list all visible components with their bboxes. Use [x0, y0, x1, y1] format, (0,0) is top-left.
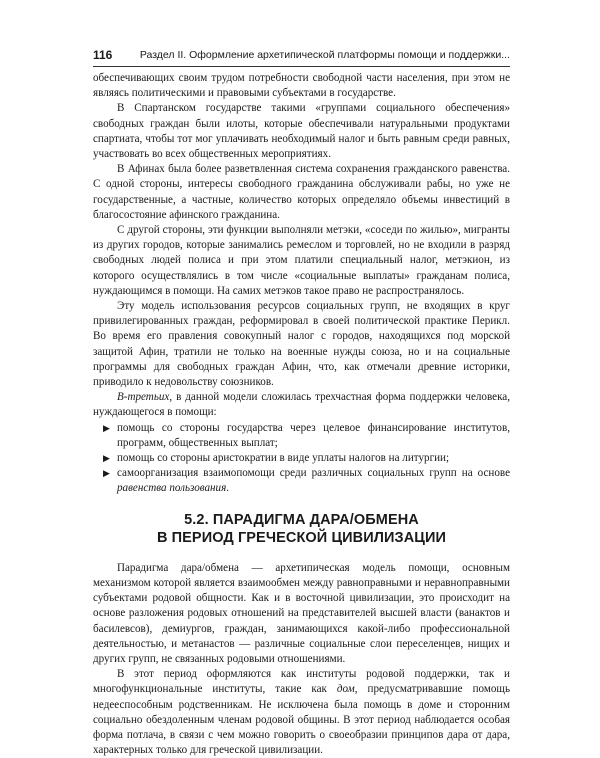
list-item — [93, 451, 510, 466]
institutions-after: , предусматривавшие помощь недееспособным родственникам. Не исключена была помощь в доме и сторонним социально обездоленным членам родовой общины. В этот период наблюдается особая форма потлача, в связи с чем можно говорить о своеобразии принципов дара от дара, характерных только для греческой цивилизации. — [93, 683, 511, 757]
section-heading-line-2: В ПЕРИОД ГРЕЧЕСКОЙ ЦИВИЛИЗАЦИИ — [156, 529, 447, 546]
list-item — [93, 466, 510, 496]
section-heading-line-1: 5.2. ПАРАДИГМА ДАРА/ОБМЕНА — [184, 511, 419, 528]
paragraph-metics: С другой стороны, эти функции выполняли метэки, «соседи по жилью», мигранты из других городов, которые занимались ремеслом и торговлей, но не входили в разряд свободных людей полиса и при этом платили специальный налог, метэкион, из которого осуществлялись в том числе «социальные выплаты» гражданам полиса, нуждающимся в помощи. На самих метэков такое право не распространялось. — [93, 224, 510, 297]
paragraph-third — [93, 390, 510, 420]
list-item-text: помощь со стороны аристократии в виде уплаты налогов на литургии; — [117, 452, 450, 465]
paragraph-athens: В Афинах была более разветвленная система сохранения гражданского равенства. С одной стороны, интересы свободного гражданина обслуживали рабы, но уже не государственные, а частные, количество которых определяло объемы инвестиций в благосостояние афинского гражданина. — [93, 163, 510, 221]
paragraph-institutions — [93, 667, 510, 758]
list-item-text: помощь со стороны государства через целевое финансирование институтов, программ, общественных выплат; — [117, 421, 510, 449]
running-head: Раздел II. Оформление архетипической платформы помощи и поддержки... — [139, 49, 510, 61]
institutions-before: В этот период оформляются как институты родовой поддержки, так и многофункциональные институты, такие как — [93, 668, 510, 696]
third-rest: , в данной модели сложилась трехчастная форма поддержки человека, нуждающегося в помощи: — [93, 391, 510, 419]
bullet-marker-icon: ▶ — [103, 453, 110, 464]
paragraph-sparta: В Спартанском государстве такими «группами социального обеспечения» свободных граждан были илоты, которые обеспечивали натуральными продуктами спартиата, чтобы тот мог уплачивать необходимый налог и быть равным среди равных, участвовать во всех общественных мероприятиях. — [93, 102, 510, 161]
list-item — [93, 421, 510, 451]
list-item-text: самоорганизация взаимопомощи среди различных социальных групп на основе — [117, 467, 510, 480]
section-heading — [93, 511, 510, 547]
list-item-emphasis: равенства пользования — [117, 482, 227, 495]
paragraph-gift-exchange: Парадигма дара/обмена — архетипическая модель помощи, основным механизмом которой является взаимообмен между равноправными и неравноправными субъектами родовой общности. Как и в восточной цивилизации, это происходит на основе разложения родовых отношений на представителей высшей власти (ванактов и басилевсов), демиургов, граждан, занимающихся какой-либо профессиональной деятельностью, и метанастов — различные социальные слои переселенцев, нищих и других групп, не связанных родовыми отношениями. — [93, 561, 510, 665]
page-body — [93, 71, 510, 758]
list-item-tail: . — [226, 482, 230, 495]
third-emphasis: В-третьих — [117, 391, 170, 404]
page-number: 116 — [93, 48, 113, 62]
page-header — [93, 48, 510, 64]
header-rule — [93, 66, 510, 67]
support-forms-list — [93, 421, 510, 497]
paragraph-continuation: обеспечивающих своим трудом потребности свободной части населения, при этом не являясь политическими и правовыми субъектами в государстве. — [93, 72, 510, 100]
bullet-marker-icon: ▶ — [103, 422, 110, 433]
institutions-emphasis: дом — [336, 683, 355, 696]
paragraph-pericles: Эту модель использования ресурсов социальных групп, не входящих в круг привилегированных граждан, реформировал в своей политической практике Перикл. Во время его правления совокупный налог с городов, находящихся под морской защитой Афин, тратили не только на военные нужды союза, но и на социальные программы для свободных граждан Афин, что, как отмечали древние историки, приводило к недовольству союзников. — [93, 300, 510, 389]
bullet-marker-icon: ▶ — [103, 468, 110, 479]
